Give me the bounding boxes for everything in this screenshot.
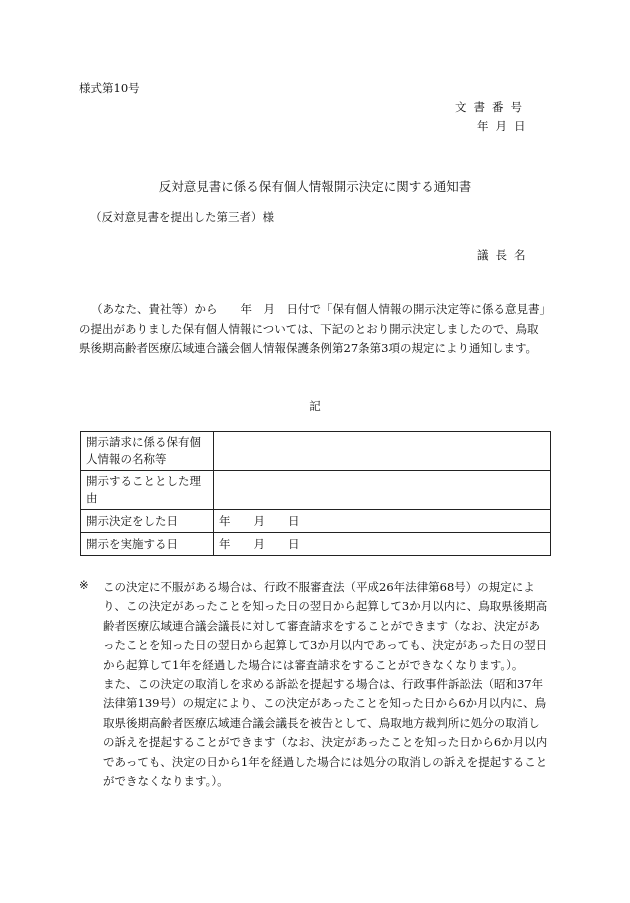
table-row xyxy=(81,510,551,533)
row-value xyxy=(214,432,551,471)
body-paragraph: （あなた、貴社等）から 年 月 日付で「保有個人情報の開示決定等に係る意見書」の提出がありました保有個人情報については、下記のとおり開示決定しましたので、鳥取県後期高齢者医療広域連合議会個人情報保護条例第27条第3項の規定により通知します。 xyxy=(79,302,546,355)
row-label: 開示を実施する日 xyxy=(81,533,214,556)
row-value: 年 月 日 xyxy=(214,510,551,533)
note-paragraph: また、この決定の取消しを求める訴訟を提起する場合は、行政事件訴訟法（昭和37年法律第139号）の規定により、この決定があったことを知った日から6か月以内に、鳥取県後期高齢者医療広域連合議会議長を被告として、鳥取地方裁判所に処分の取消しの訴えを提起することができます（なお、決定があったことを知った日から6か月以内であっても、決定の日から1年を経過した場合には処分の取消しの訴えを提起することができなくなります。）。 xyxy=(103,677,548,789)
row-label: 開示請求に係る保有個人情報の名称等 xyxy=(81,432,214,471)
document-title: 反対意見書に係る保有個人情報開示決定に関する通知書 xyxy=(158,179,472,194)
row-value xyxy=(214,471,551,510)
note-paragraph: この決定に不服がある場合は、行政不服審査法（平成26年法律第68号）の規定により、この決定があったことを知った日の翌日から起算して3か月以内に、鳥取県後期高齢者医療広域連合議会議長に対して審査請求をすることができます（なお、決定があったことを知った日の翌日から起算して3か月以内であっても、決定があった日の翌日から起算して1年を経過した場合には審査請求をすることができなくなります。）。 xyxy=(103,580,548,672)
note-mark: ※ xyxy=(79,578,89,592)
addressee: （反対意見書を提出した第三者）様 xyxy=(90,210,274,224)
table-row xyxy=(81,471,551,510)
form-number: 様式第10号 xyxy=(79,81,140,95)
row-value: 年 月 日 xyxy=(214,533,551,556)
sender-name: 議長名 xyxy=(477,248,533,262)
row-label: 開示することとした理由 xyxy=(81,471,214,510)
row-label: 開示決定をした日 xyxy=(81,510,214,533)
document-number: 文書番号 xyxy=(455,100,529,114)
note-section xyxy=(103,578,551,791)
disclosure-table xyxy=(80,431,551,556)
ki-heading: 記 xyxy=(309,399,321,413)
table-row xyxy=(81,533,551,556)
document-date: 年月日 xyxy=(477,119,533,133)
table-row xyxy=(81,432,551,471)
